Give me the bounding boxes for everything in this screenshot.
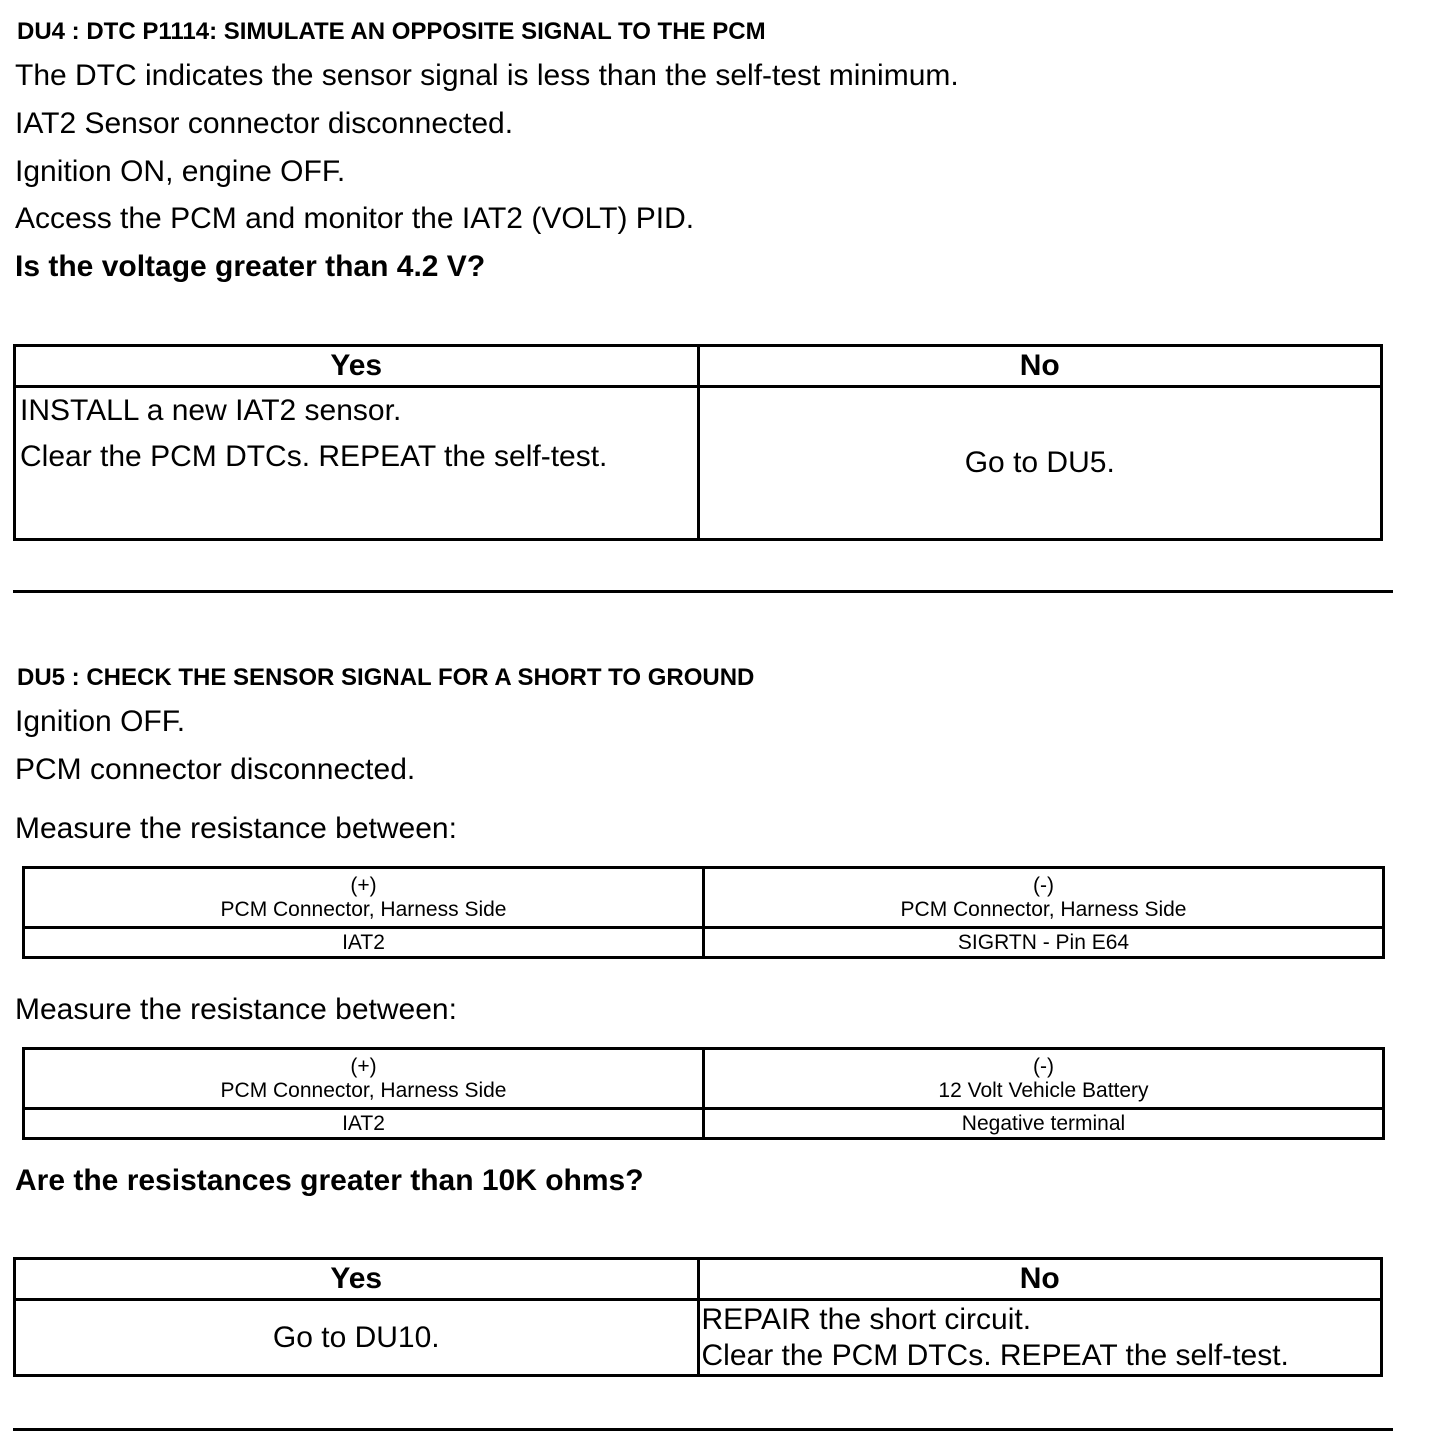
- du5-line: PCM connector disconnected.: [15, 753, 416, 786]
- yes-header: Yes: [15, 346, 699, 387]
- du4-question: Is the voltage greater than 4.2 V?: [15, 250, 486, 283]
- du4-line: Ignition ON, engine OFF.: [15, 155, 346, 188]
- neg-header: [704, 868, 1384, 928]
- measure-label: Measure the resistance between:: [15, 812, 457, 845]
- measure-table-2: [22, 1047, 1385, 1140]
- yes-cell: [15, 387, 699, 540]
- neg-header-text: 12 Volt Vehicle Battery: [938, 1078, 1149, 1102]
- du5-heading: DU5 : CHECK THE SENSOR SIGNAL FOR A SHORT TO GROUND: [17, 664, 755, 691]
- divider: [13, 1428, 1393, 1431]
- pos-header: [24, 868, 704, 928]
- du5-result-table: [13, 1257, 1383, 1377]
- du4-line: Access the PCM and monitor the IAT2 (VOLT) PID.: [15, 202, 695, 235]
- du5-line: Ignition OFF.: [15, 705, 186, 738]
- pos-sign: (+): [350, 1054, 377, 1078]
- neg-value: Negative terminal: [704, 1109, 1384, 1139]
- pos-sign: (+): [350, 873, 377, 897]
- no-cell: Go to DU5.: [698, 387, 1382, 540]
- no-header: No: [698, 1259, 1382, 1300]
- divider: [13, 590, 1393, 593]
- yes-line: INSTALL a new IAT2 sensor.: [20, 394, 402, 427]
- no-cell: [698, 1300, 1382, 1376]
- no-header: No: [698, 346, 1382, 387]
- pos-header-text: PCM Connector, Harness Side: [220, 1078, 507, 1102]
- neg-sign: (-): [1033, 873, 1054, 897]
- measure-table-1: [22, 866, 1385, 959]
- no-line: Clear the PCM DTCs. REPEAT the self-test.: [701, 1338, 1289, 1372]
- du4-result-table: [13, 344, 1383, 541]
- neg-sign: (-): [1033, 1054, 1054, 1078]
- pos-header-text: PCM Connector, Harness Side: [220, 897, 507, 921]
- pos-value: IAT2: [24, 928, 704, 958]
- no-line: REPAIR the short circuit.: [701, 1302, 1032, 1336]
- pos-value: IAT2: [24, 1109, 704, 1139]
- neg-value: SIGRTN - Pin E64: [704, 928, 1384, 958]
- du4-line: The DTC indicates the sensor signal is less than the self-test minimum.: [15, 59, 959, 92]
- neg-header-text: PCM Connector, Harness Side: [900, 897, 1187, 921]
- measure-label: Measure the resistance between:: [15, 993, 457, 1026]
- pos-header: [24, 1049, 704, 1109]
- yes-cell: Go to DU10.: [15, 1300, 699, 1376]
- du5-question: Are the resistances greater than 10K ohms?: [15, 1164, 644, 1197]
- yes-line: Clear the PCM DTCs. REPEAT the self-test.: [20, 440, 608, 473]
- neg-header: [704, 1049, 1384, 1109]
- du4-line: IAT2 Sensor connector disconnected.: [15, 107, 514, 140]
- yes-header: Yes: [15, 1259, 699, 1300]
- du4-heading: DU4 : DTC P1114: SIMULATE AN OPPOSITE SIGNAL TO THE PCM: [17, 18, 766, 45]
